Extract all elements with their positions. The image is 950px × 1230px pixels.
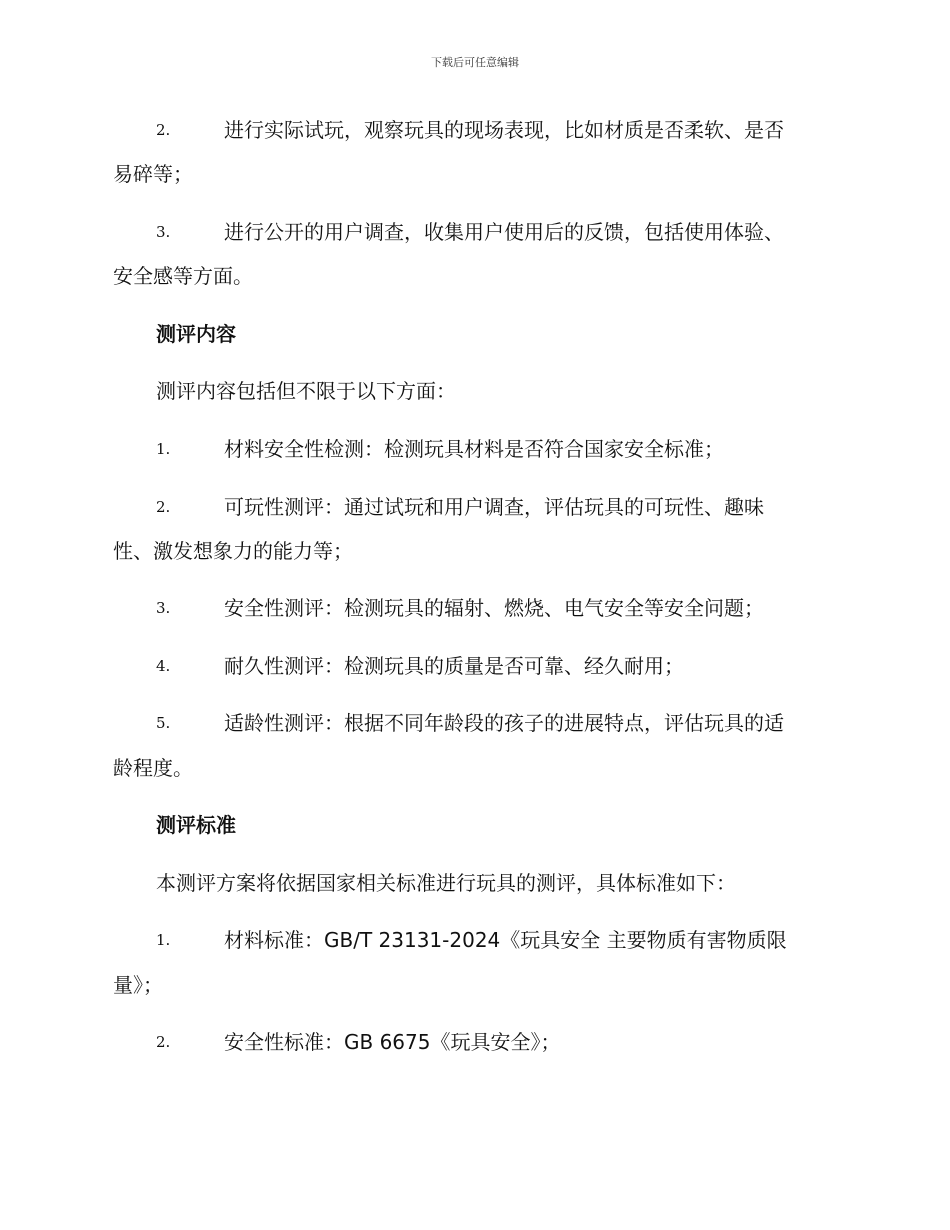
paragraph-text: 进行公开的用户调查，收集用户使用后的反馈，包括使用体验、 — [224, 220, 784, 244]
paragraph-text: 进行实际试玩，观察玩具的现场表现，比如材质是否柔软、是否 — [224, 118, 784, 142]
paragraph-text: 本测评方案将依据国家相关标准进行玩具的测评，具体标准如下： — [156, 871, 736, 895]
list-number: 2. — [156, 498, 171, 516]
list-number: 2. — [156, 121, 171, 139]
paragraph-text: 性、激发想象力的能力等； — [113, 539, 353, 563]
paragraph-text: 安全感等方面。 — [113, 264, 253, 288]
paragraph-text: 测评内容包括但不限于以下方面： — [156, 379, 456, 403]
paragraph-text: 材料安全性检测：检测玩具材料是否符合国家安全标准； — [224, 437, 724, 461]
page-header: 下载后可任意编辑 — [431, 56, 519, 69]
section-heading: 测评内容 — [156, 322, 236, 346]
list-number: 3. — [156, 599, 171, 617]
list-number: 3. — [156, 223, 171, 241]
paragraph-text: 材料标准：GB/T 23131-2024《玩具安全 主要物质有害物质限 — [224, 928, 787, 952]
paragraph-text: 龄程度。 — [113, 756, 193, 780]
paragraph-text: 适龄性测评：根据不同年龄段的孩子的进展特点，评估玩具的适 — [224, 711, 784, 735]
paragraph-text: 可玩性测评：通过试玩和用户调查，评估玩具的可玩性、趣味 — [224, 495, 764, 519]
paragraph-text: 安全性测评：检测玩具的辐射、燃烧、电气安全等安全问题； — [224, 596, 764, 620]
list-number: 2. — [156, 1033, 171, 1051]
list-number: 4. — [156, 657, 171, 675]
paragraph-text: 安全性标准：GB 6675《玩具安全》； — [224, 1030, 561, 1054]
paragraph-text: 量》； — [113, 973, 163, 997]
list-number: 5. — [156, 714, 171, 732]
section-heading: 测评标准 — [156, 813, 236, 837]
paragraph-text: 易碎等； — [113, 162, 193, 186]
list-number: 1. — [156, 931, 171, 949]
paragraph-text: 耐久性测评：检测玩具的质量是否可靠、经久耐用； — [224, 654, 684, 678]
list-number: 1. — [156, 440, 171, 458]
